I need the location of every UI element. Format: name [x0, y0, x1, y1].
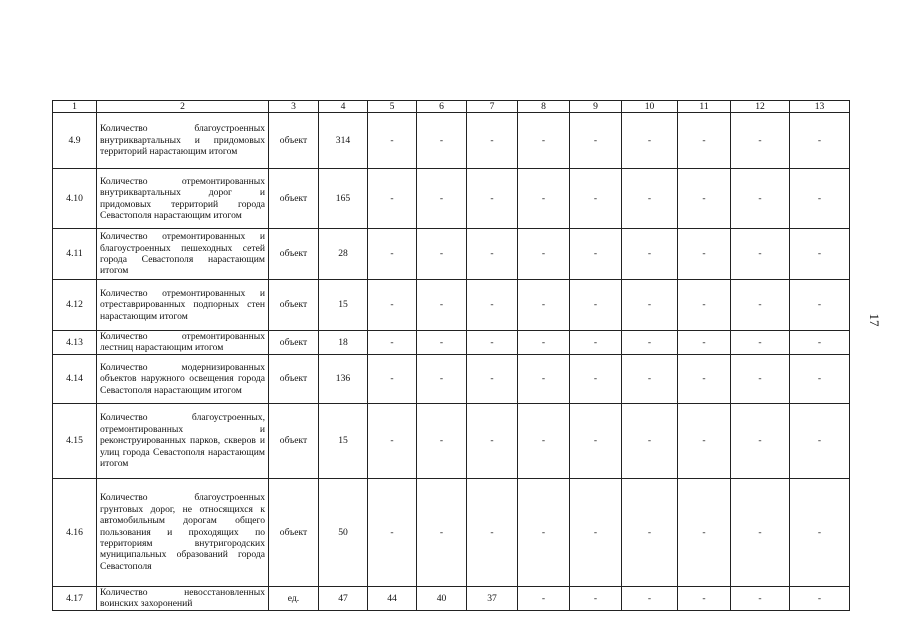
- value-cell: -: [368, 229, 417, 280]
- value-cell: -: [678, 478, 731, 586]
- value-cell: -: [467, 478, 518, 586]
- unit-of-measure: объект: [269, 331, 319, 355]
- column-number: 1: [53, 101, 97, 113]
- column-number: 4: [319, 101, 368, 113]
- value-cell: -: [790, 478, 850, 586]
- value-cell: -: [467, 280, 518, 331]
- unit-of-measure: объект: [269, 478, 319, 586]
- column-number-row: [53, 101, 850, 113]
- row-number: 4.15: [53, 403, 97, 478]
- value-cell: -: [622, 280, 678, 331]
- row-number: 4.16: [53, 478, 97, 586]
- value-cell: -: [570, 169, 622, 229]
- unit-of-measure: объект: [269, 403, 319, 478]
- value-cell: -: [622, 331, 678, 355]
- column-number: 10: [622, 101, 678, 113]
- value-cell: 314: [319, 113, 368, 169]
- table-row: [53, 354, 850, 403]
- value-cell: 50: [319, 478, 368, 586]
- value-cell: 28: [319, 229, 368, 280]
- value-cell: -: [790, 280, 850, 331]
- value-cell: -: [417, 403, 467, 478]
- value-cell: -: [790, 169, 850, 229]
- unit-of-measure: объект: [269, 354, 319, 403]
- table-row: [53, 280, 850, 331]
- value-cell: -: [368, 280, 417, 331]
- value-cell: 165: [319, 169, 368, 229]
- row-number: 4.11: [53, 229, 97, 280]
- value-cell: -: [518, 354, 570, 403]
- value-cell: -: [417, 354, 467, 403]
- value-cell: 18: [319, 331, 368, 355]
- indicator-name: Количество благоустроенных, отремонтированных и реконструированных парков, скверов и улиц города Севастополя нарастающим итогом: [97, 403, 269, 478]
- value-cell: -: [467, 403, 518, 478]
- value-cell: -: [518, 169, 570, 229]
- row-number: 4.17: [53, 586, 97, 610]
- value-cell: -: [467, 354, 518, 403]
- value-cell: -: [417, 229, 467, 280]
- column-number: 8: [518, 101, 570, 113]
- value-cell: -: [731, 169, 790, 229]
- unit-of-measure: объект: [269, 229, 319, 280]
- value-cell: -: [790, 229, 850, 280]
- value-cell: -: [368, 403, 417, 478]
- value-cell: -: [518, 280, 570, 331]
- indicator-name: Количество модернизированных объектов наружного освещения города Севастополя нарастающим итогом: [97, 354, 269, 403]
- value-cell: -: [622, 169, 678, 229]
- value-cell: 136: [319, 354, 368, 403]
- row-number: 4.14: [53, 354, 97, 403]
- value-cell: -: [731, 354, 790, 403]
- unit-of-measure: объект: [269, 113, 319, 169]
- value-cell: -: [790, 113, 850, 169]
- value-cell: 47: [319, 586, 368, 610]
- indicators-table: [52, 100, 850, 611]
- unit-of-measure: объект: [269, 280, 319, 331]
- value-cell: 44: [368, 586, 417, 610]
- value-cell: -: [518, 478, 570, 586]
- value-cell: -: [678, 113, 731, 169]
- page-number: 17: [867, 313, 882, 327]
- value-cell: -: [570, 331, 622, 355]
- indicator-name: Количество отремонтированных и отреставрированных подпорных стен нарастающим итогом: [97, 280, 269, 331]
- value-cell: -: [622, 354, 678, 403]
- value-cell: -: [570, 280, 622, 331]
- value-cell: -: [678, 403, 731, 478]
- value-cell: -: [731, 478, 790, 586]
- indicator-name: Количество благоустроенных грунтовых дорог, не относящихся к автомобильным дорогам общего пользования и проходящих по территориям внутригородских муниципальных образований города Севастополя: [97, 478, 269, 586]
- unit-of-measure: ед.: [269, 586, 319, 610]
- value-cell: -: [570, 478, 622, 586]
- value-cell: -: [467, 113, 518, 169]
- table-row: [53, 331, 850, 355]
- value-cell: -: [622, 478, 678, 586]
- row-number: 4.9: [53, 113, 97, 169]
- column-number: 9: [570, 101, 622, 113]
- column-number: 6: [417, 101, 467, 113]
- column-number: 13: [790, 101, 850, 113]
- value-cell: -: [368, 113, 417, 169]
- table-row: [53, 586, 850, 610]
- value-cell: -: [731, 403, 790, 478]
- value-cell: -: [467, 331, 518, 355]
- value-cell: -: [790, 331, 850, 355]
- value-cell: -: [368, 169, 417, 229]
- value-cell: -: [467, 169, 518, 229]
- value-cell: 15: [319, 280, 368, 331]
- column-number: 11: [678, 101, 731, 113]
- column-number: 2: [97, 101, 269, 113]
- value-cell: -: [518, 113, 570, 169]
- value-cell: -: [368, 331, 417, 355]
- value-cell: -: [731, 280, 790, 331]
- value-cell: -: [417, 478, 467, 586]
- value-cell: -: [417, 113, 467, 169]
- column-number: 3: [269, 101, 319, 113]
- column-number: 12: [731, 101, 790, 113]
- value-cell: -: [678, 331, 731, 355]
- value-cell: -: [790, 403, 850, 478]
- value-cell: -: [518, 403, 570, 478]
- row-number: 4.13: [53, 331, 97, 355]
- table-row: [53, 229, 850, 280]
- value-cell: -: [622, 229, 678, 280]
- value-cell: -: [678, 229, 731, 280]
- table-body: [53, 101, 850, 611]
- value-cell: -: [570, 403, 622, 478]
- value-cell: -: [570, 229, 622, 280]
- value-cell: -: [518, 229, 570, 280]
- value-cell: -: [368, 478, 417, 586]
- value-cell: -: [570, 586, 622, 610]
- value-cell: -: [467, 229, 518, 280]
- column-number: 7: [467, 101, 518, 113]
- value-cell: -: [790, 354, 850, 403]
- value-cell: -: [417, 280, 467, 331]
- value-cell: -: [678, 354, 731, 403]
- value-cell: -: [417, 331, 467, 355]
- value-cell: -: [417, 169, 467, 229]
- row-number: 4.12: [53, 280, 97, 331]
- value-cell: -: [622, 113, 678, 169]
- table-row: [53, 113, 850, 169]
- value-cell: 40: [417, 586, 467, 610]
- row-number: 4.10: [53, 169, 97, 229]
- value-cell: -: [731, 229, 790, 280]
- value-cell: -: [518, 586, 570, 610]
- value-cell: 37: [467, 586, 518, 610]
- indicator-name: Количество отремонтированных внутриквартальных дорог и придомовых территорий города Севастополя нарастающим итогом: [97, 169, 269, 229]
- value-cell: -: [678, 280, 731, 331]
- value-cell: -: [790, 586, 850, 610]
- value-cell: -: [678, 169, 731, 229]
- table-row: [53, 403, 850, 478]
- value-cell: -: [731, 586, 790, 610]
- value-cell: -: [518, 331, 570, 355]
- value-cell: -: [622, 586, 678, 610]
- value-cell: -: [622, 403, 678, 478]
- value-cell: -: [570, 113, 622, 169]
- indicator-name: Количество отремонтированных и благоустроенных пешеходных сетей города Севастополя нарастающим итогом: [97, 229, 269, 280]
- indicator-name: Количество отремонтированных лестниц нарастающим итогом: [97, 331, 269, 355]
- unit-of-measure: объект: [269, 169, 319, 229]
- value-cell: -: [731, 331, 790, 355]
- value-cell: -: [368, 354, 417, 403]
- value-cell: -: [731, 113, 790, 169]
- indicator-name: Количество невосстановленных воинских захоронений: [97, 586, 269, 610]
- indicator-name: Количество благоустроенных внутриквартальных и придомовых территорий нарастающим итогом: [97, 113, 269, 169]
- column-number: 5: [368, 101, 417, 113]
- table-row: [53, 169, 850, 229]
- value-cell: 15: [319, 403, 368, 478]
- value-cell: -: [678, 586, 731, 610]
- value-cell: -: [570, 354, 622, 403]
- table-row: [53, 478, 850, 586]
